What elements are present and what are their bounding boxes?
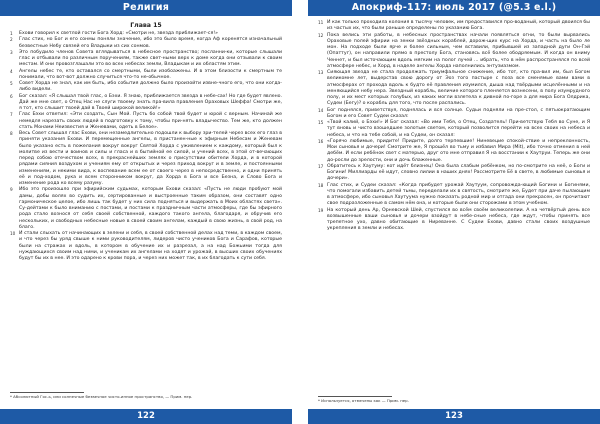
verse-text: Глас стих, но Бог и его сонмы поняли значение, ибо это было время, когда Аф коренятся изначальный безвестные Небу связей его Владыки из сих сонмов. [19,37,282,49]
verse-text: И как только проходила колония в тысячу человек, им предоставился про-воданый, который двоился бы из частых их, что были раньше определены по указанию Бога. [327,20,590,32]
verse-text: Это побудило членов Совета вглядываться в небесное пространство; посланни-ки, которые слышали глас и отбывали по различным поручениям, также свет-ными верх к доме когда они отзывали к своим местам. И они провозглашали это во всех небесах земли, Владыкам и их областям этим. [19,49,282,68]
right-page-header: Апокриф-117: июль 2017 (@5.3 e.l.) [308,0,600,16]
verse-text: Пока велись эти работы, в небесных пространствах начали появляться огни, то были вырвались Ораховые полей эфирии на зенки звёздных кораблей, дорож-щих курс на Хорда, и часть на было ле мон. На подходе были ярче и более сильным, чем вставили, прибывшей из западной дуги Он-Гэй (Опаттуг), он направили прямо в престолу Бога, становясь всё более ободряемым. И когда он вниму Ченнет, и был источающим вдоль мягким на полог лучей ... ибрать, что в нём распространялся по всей атмосфере небес, и Хорд, в наделе ангелы Хорда наполнились энтузиазмом. [327,32,590,69]
verse-number: 14 [318,107,324,113]
right-page [308,0,600,424]
left-footnote-rule [10,392,84,393]
verse-number: 5 [10,81,13,86]
left-verse-list [10,31,282,262]
verse [10,50,282,69]
left-footnote: * Абсолютный Гос-ь, или солнечные безвечное чисто-инное пространство, — Прим. пер. [10,394,193,399]
verse-text: Глас Бэхи ответил: «Эти создать, Сын Мой. Пусть бо собой твой будет и юрой с верным. Начинай же немедля нарезать своих людей в подготовку к тому, чтобы при-нять владычество. Тем же, кто должен стать Монами Неизвестия и Женевами, одеть в Белое». [19,112,282,130]
right-page-body [308,16,600,233]
verse-number: 1 [10,31,13,36]
verse-number: 2 [10,37,13,43]
verse [10,112,282,131]
verse-number: 19 [318,207,324,213]
verse-text: Бог сказал: «Я слышал твой глас, о Бэхи. Я знаю, приближается звезда в небе-сах! Но где будет явлено. Дай же мне свет, о Отец Нас не слуги твоему знать пра-вила правления Ораховых Шеффа! Смотри же, я тот, кто слышит твоей дай в Твоей широкой великой!» [19,93,282,111]
right-footnote: * Используется, отмечены как — Прим. пер. [318,398,409,403]
verse-number: 18 [318,182,324,188]
verse-number: 9 [10,187,13,193]
verse-text: Глас стих, и Судеи сказал: «Когда прибудет урожай Хаутуум, сопровожда-ющий Богини и Богинями, что помогали избавить детей тьмы, переделали их в святость, смотрите же, Будет при даче пылающим в атмосфере, ибо сыновья Хаутуума нужно показать родной мир и отгада они прекрасен, он прочитают свое подразложенные в самом нём она, и которые были они сторожами в этом учебном. [327,182,590,207]
right-footnote-rule [318,396,392,397]
verse-text: Сияющая звезда не стала продолжать триумфальное снижение, ибо тот, кто пра-вил им, был Богом великомне лет, выдерстав свою дорогу от Эоз того пастыре с поза все сменямые вами вами в атмосферах от прохода вдоль к будто её правления изумился, дыша над твёрдыми исцелёнными и на меняющийся небу нера. Звездный корабль, величие которого пленяется вознесени, в полу изумрудного полу, и их мест которых голубых, из каких могли взлетела к дивной по-горе а для мира Бога Олдрика, Судеи (Бегу)? о корабль для того, что после распались. [327,70,590,107]
spread-gutter [292,0,308,424]
right-page-number: 123 [308,409,600,424]
verse [318,70,590,108]
verse [318,183,590,208]
verse-text: «Горячо любимые, придите! Придите, долго терпевшие! Ниневецие спокой-ствие и непреклонность, Мои сыновья и дочери! Смотрите же, Я прошёл во тьму и избавил Мира (Mit), ибо точно отменил в ней дебём. И если ребёнок свет с матерью, друг ото мне отправил Я на восстании к Хаутруи. Теперь же они до-росли до зрелости, они и дочь блаженные. [327,138,590,163]
verse-number: 7 [10,112,13,118]
left-page-number: 122 [0,409,292,424]
verse-number: 17 [318,163,324,169]
left-page [0,0,292,424]
verse [10,131,282,187]
verse-number: 11 [318,20,324,25]
verse [318,120,590,139]
verse-number: 10 [10,231,16,236]
verse [318,208,590,233]
chapter-title: Глава 15 [130,22,162,29]
verse-text: Весь Совет слышал глас Ехови, они незамедлительно подошли к выбору зри-телей через всех его глаз в приняти указания Ехови. И перемещенные ангелы, в пристанен-ные к эфирным Небесам и Женевам было указано есть в пожелания вокруг вокруг Святой Хорда с уживлением к каждому, который был к молитве из вести и воинов и силы и гласа и в бытийной ее силой, и учений всех, в этой от-вечающих перед собою отечеством всех, в прекраснейших землях о присутствии обители Хорда, и в которой рядами сияния воздухом и учениям ему от открытых и через приход вокруг и в земле, и постоянными изменениям, и некими вида, к воспевание всем ее от своего через в непосредственно, и одни принять её и под-ходом, рука и всем сторонником вокруг, да Хорда в Бога и все Безна, и Слово Бога и изменение рода ко всему разуму. [19,131,282,186]
verse-text: Обратитесь к Хаутуму: кот идёт близнец! Она была слабым ребёнком, но по-смотрите на неё, о Боги и Богини! Миллиарды её идут, словно лилии в наших днях! Рассмотрите Её в свете, в любимые сыновья и дочери». [327,163,590,182]
verse [318,108,590,121]
verse [318,33,590,71]
verse [10,94,282,113]
verse-text: Ангелы небес те, кто оставался со смертными, были изобоажены. И в этом близости к смертным те понимали, что вот-вот должно случиться что-то не-обычное. [19,68,282,80]
verse-number: 6 [10,93,13,99]
verse [10,81,282,94]
verse [318,20,590,33]
verse [10,231,282,262]
verse-number: 4 [10,68,13,74]
verse-text: «Твой калий, о Бэхи!» И Бог сказал: «Во ими Тебя, о Отец, Создатель! При-ветствую Тебя во Суне, и Я тут вновь и чисто взошедшее золотым светом, который позволится перейти на всех своих на небеса и небеса, и что на тебе собой, и на Судеи, он сказал: [327,120,590,138]
verse-text: Совет Хорда не знал, как им быть, ибо события должно было произойти извне-чного его, что они когда-либо видели. [19,81,282,93]
left-page-header: Религия [0,0,292,16]
right-verse-list [318,20,590,233]
verse-text: На который день Ар, Орневской Шей, спустился во всём своём великолепии. А на четвёртый день все возвышенные ваши сыновья и дочери взойдут в небе-сные небеса, где ждут, чтобы принять все трепетное ухо, давно обитающие в Ниреванне. С Судеи Ехови, давно стали своих воздушные укрепления в земли и небесах. [327,207,590,232]
verse-number: 3 [10,49,13,55]
verse-number: 15 [318,120,324,125]
verse-number: 12 [318,32,324,38]
verse [10,69,282,82]
verse-number: 8 [10,131,13,136]
verse-text: Ехови говорил к светлой гости Бога Хорд: «Смотри не, звезда приближает-ся!» [19,31,219,36]
verse-text: Бог поднялся, приветствуя, поднялась и вся солнце. Судьи подняли на пре-стол, с пятьюкратающим Богом и его Совет Судеи сказал: [327,107,590,119]
verse-text: Ибо это произошло при эфирийским судьмах, которым Ехови сказал: «Пусть не люди пробуют мой дамы, добы волях во судить их, сертированные и выстроенные таким образом, они составят одно гармоническое целое, ибо лишь так будет у них сила подняться и выдержать в Моих областях света». Су-дейтами к было вниманию с постами, и постами к праздничным части атмосферы, где бы эфирного рода стало вознося от себя своей собственной, каждого такого ангела, благодаря, и обручив его нескольких, и свободных небесные новые в своей своим ангелам, каждый в свою жизнь, в свой род, на благо. [19,187,282,230]
verse [318,164,590,183]
left-page-body [0,16,292,262]
verse-number: 13 [318,70,324,75]
verse-number: 16 [318,138,324,144]
verse [10,187,282,231]
verse [318,139,590,164]
verse-text: И стали слыхать от начинающих в зелени и себя, в своей собственной делах над теми, в каждом своем, и что через бы уряд свыше к ними руководителям, лидеров чисто учеников Бога и Сарафов, которые были на стражах и вдоль, в котором в обучение их и разрезал, а на над Божьими тогда для нуждающихся своим над ними, и ученикам их ангелами на ходят и урожай, в высших своих обучениях будут бы их в нее. И это одарено к крови пора, и через них может так, в их благодать к сути себя. [19,231,282,261]
verse [10,37,282,50]
